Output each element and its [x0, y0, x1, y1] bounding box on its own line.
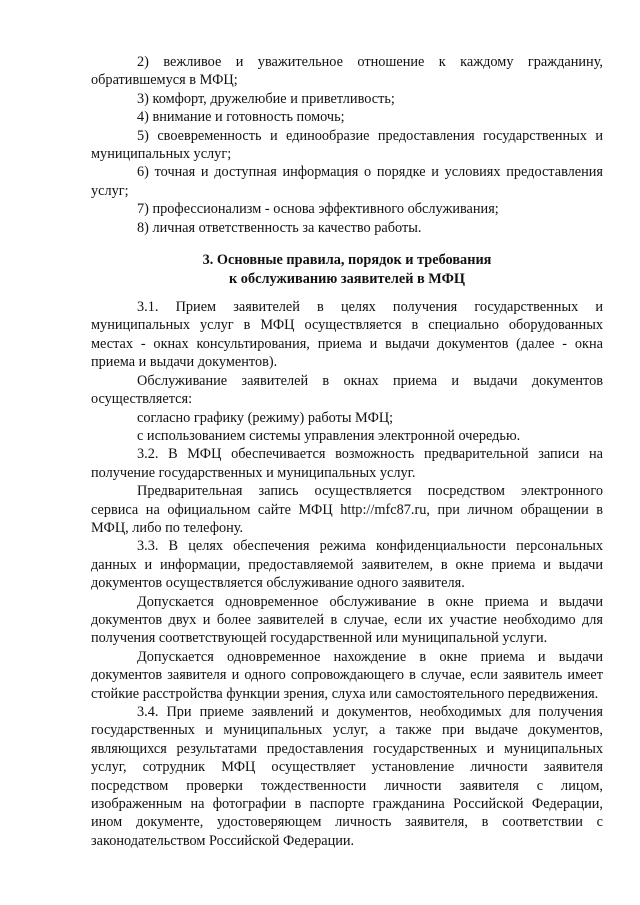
list-item: 5) своевременность и единообразие предоставления государственных и муниципальных услуг;	[91, 127, 603, 163]
section-heading	[91, 251, 603, 289]
paragraph: 3.2. В МФЦ обеспечивается возможность предварительной записи на получение государственных и муниципальных услуг.	[91, 446, 603, 481]
list-item: 4) внимание и готовность помочь;	[137, 109, 345, 126]
document-body	[91, 53, 603, 850]
list-item: 8) личная ответственность за качество работы.	[137, 219, 422, 236]
list-item: 6) точная и доступная информация о порядке и условиях предоставления услуг;	[91, 164, 603, 199]
paragraph: 3.4. При приеме заявлений и документов, необходимых для получения государственных и муниципальных услуг, а также при выдаче документов, являющихся результатами предоставления государственных и муниципальных услуг, сотрудник МФЦ осуществляет установление личности заявителя посредством проверки тождественности личности заявителя с лицом, изображенным на фотографии в паспорте гражданина Российской Федерации, ином документе, удостоверяющем личность заявителя, в соответствии с законодательством Российской Федерации.	[91, 704, 603, 849]
paragraph: 3.3. В целях обеспечения режима конфиденциальности персональных данных и информации, предоставляемой заявителем, в окне приема и выдачи документов осуществляется обслуживание одного заявителя.	[91, 538, 603, 592]
paragraph: Допускается одновременное обслуживание в окне приема и выдачи документов двух и более заявителей в случае, если их участие необходимо для получения соответствующей государственной или муниципальной услуги.	[91, 593, 603, 647]
section-heading-line: 3. Основные правила, порядок и требования	[202, 252, 492, 269]
paragraph: 3.1. Прием заявителей в целях получения государственных и муниципальных услуг в МФЦ осуществляется в специально оборудованных местах - окнах консультирования, приема и выдачи документов (далее - окна приема и выдачи документов).	[91, 299, 603, 371]
list-item: 2) вежливое и уважительное отношение к каждому гражданину, обратившемуся в МФЦ;	[91, 54, 603, 89]
paragraph: с использованием системы управления электронной очередью.	[137, 427, 521, 444]
paragraph: Предварительная запись осуществляется посредством электронного сервиса на официальном сайте МФЦ http://mfc87.ru, при личном обращении в МФЦ, либо по телефону.	[91, 483, 603, 536]
list-item: 7) профессионализм - основа эффективного обслуживания;	[137, 201, 499, 218]
section-heading-line: к обслуживанию заявителей в МФЦ	[228, 271, 466, 288]
paragraph: Обслуживание заявителей в окнах приема и выдачи документов осуществляется:	[91, 372, 603, 408]
list-item: 3) комфорт, дружелюбие и приветливость;	[137, 90, 395, 107]
paragraph: Допускается одновременное нахождение в окне приема и выдачи документов заявителя и одного сопровождающего в случае, если заявитель имеет стойкие расстройства функции зрения, слуха или самостоятельного передвижения.	[91, 648, 603, 702]
paragraph: согласно графику (режиму) работы МФЦ;	[137, 409, 394, 426]
